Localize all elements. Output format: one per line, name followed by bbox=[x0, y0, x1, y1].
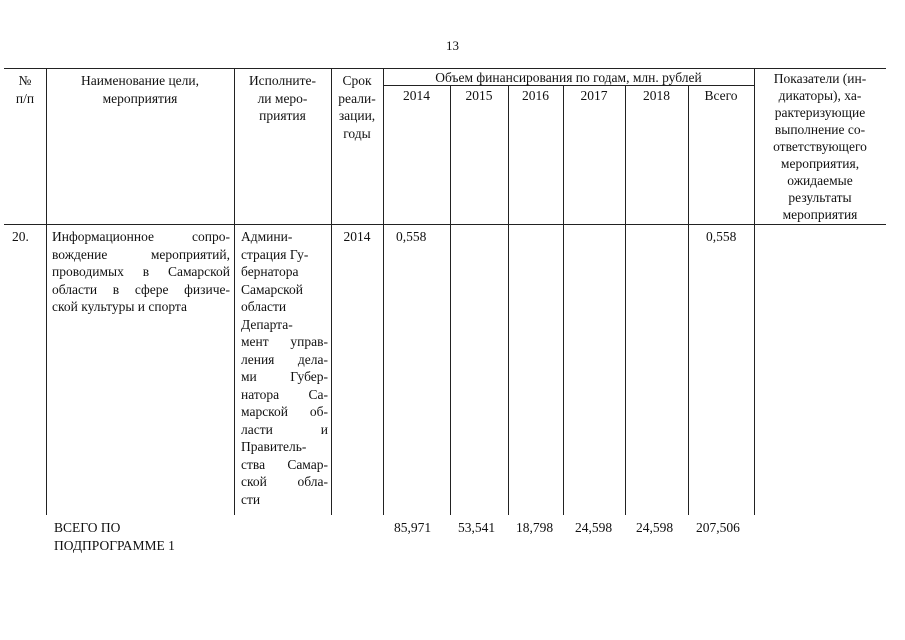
header-num: № п/п bbox=[15, 73, 35, 106]
summary-label: ВСЕГО ПО ПОДПРОГРАММЕ 1 bbox=[54, 520, 175, 553]
header-term: Срок реали- зации, годы bbox=[338, 73, 376, 141]
col-divider bbox=[688, 85, 689, 515]
col-divider bbox=[508, 85, 509, 515]
row-num: 20. bbox=[12, 229, 29, 244]
header-total: Всего bbox=[704, 88, 738, 103]
summary-value-2014: 85,971 bbox=[394, 520, 432, 535]
header-year-2016: 2016 bbox=[522, 88, 549, 103]
col-divider bbox=[383, 68, 384, 515]
row-value-total: 0,558 bbox=[706, 229, 737, 244]
col-divider bbox=[625, 85, 626, 515]
row-name: Информационное сопро- вождение мероприятий, проводимых в Самарской области в сфере физиче- ской культуры и спорта bbox=[52, 229, 230, 314]
col-divider bbox=[563, 85, 564, 515]
header-year-2015: 2015 bbox=[465, 88, 493, 103]
row-value-2014: 0,558 bbox=[396, 229, 427, 244]
col-divider bbox=[234, 68, 235, 515]
col-divider bbox=[46, 68, 47, 515]
row-term: 2014 bbox=[343, 229, 371, 244]
header-year-2017: 2017 bbox=[580, 88, 608, 103]
row-executor: Админи- страция Гу- бернатора Самарской области Департа- мент управ- ления дела- ми Губер- натора Са- марской об- ласти и Правитель- ства Самар- ской обла- сти bbox=[241, 229, 328, 507]
header-name: Наименование цели, мероприятия bbox=[80, 73, 200, 106]
header-year-2018: 2018 bbox=[643, 88, 670, 103]
summary-value-2015: 53,541 bbox=[458, 520, 496, 535]
summary-value-2017: 24,598 bbox=[575, 520, 613, 535]
summary-value-2016: 18,798 bbox=[516, 520, 554, 535]
summary-value-total: 207,506 bbox=[696, 520, 740, 535]
summary-value-2018: 24,598 bbox=[636, 520, 674, 535]
header-year-2014: 2014 bbox=[403, 88, 430, 103]
header-indicators: Показатели (ин- дикаторы), ха- рактеризующие выполнение со- ответствующего мероприятия, ожидаемые результаты мероприятия bbox=[773, 71, 867, 222]
header-executor: Исполните- ли меро- приятия bbox=[248, 73, 317, 123]
col-divider bbox=[450, 85, 451, 515]
header-funding-group: Объем финансирования по годам, млн. рублей bbox=[435, 70, 702, 85]
page-number: 13 bbox=[446, 38, 459, 53]
